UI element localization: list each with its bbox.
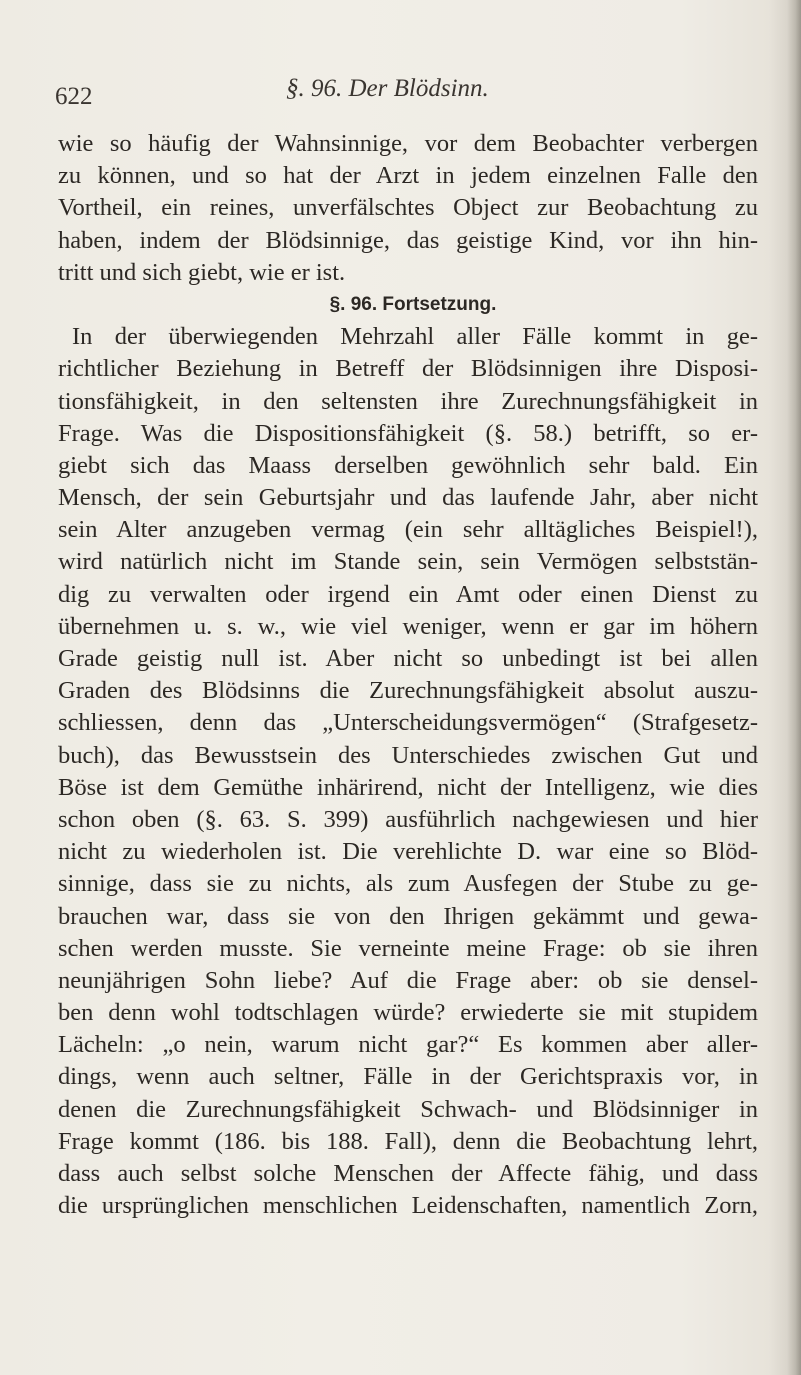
text-line: haben, indem der Blödsinnige, das geistige Kind, vor ihn hin-: [58, 226, 758, 254]
text-line: schon oben (§. 63. S. 399) ausführlich nachgewiesen und hier: [58, 805, 758, 833]
text-line: Grade geistig null ist. Aber nicht so unbedingt ist bei allen: [58, 645, 758, 672]
body-text: [58, 128, 758, 1222]
text-line: wird natürlich nicht im Stande sein, sein Vermögen selbststän-: [58, 548, 758, 576]
text-line: dass auch selbst solche Menschen der Affecte fähig, und dass: [58, 1160, 758, 1187]
text-line: tritt und sich giebt, wie er ist.: [58, 258, 346, 286]
text-line: ben denn wohl todtschlagen würde? erwiederte sie mit stupidem: [58, 999, 758, 1027]
text-line: Frage. Was die Dispositionsfähigkeit (§. 58.) betrifft, so er-: [58, 419, 758, 447]
section-heading: §. 96. Fortsetzung.: [329, 293, 497, 315]
page-number: 622: [55, 83, 93, 110]
text-line: zu können, und so hat der Arzt in jedem einzelnen Falle den: [58, 162, 758, 190]
text-line: sein Alter anzugeben vermag (ein sehr alltägliches Beispiel!),: [58, 516, 758, 544]
text-line: richtlicher Beziehung in Betreff der Blödsinnigen ihre Disposi-: [58, 355, 758, 383]
text-line: schen werden musste. Sie verneinte meine Frage: ob sie ihren: [58, 934, 758, 962]
text-line: dig zu verwalten oder irgend ein Amt oder einen Dienst zu: [58, 580, 758, 608]
text-line: übernehmen u. s. w., wie viel weniger, wenn er gar im höhern: [58, 612, 758, 640]
text-line: sinnige, dass sie zu nichts, als zum Ausfegen der Stube zu ge-: [58, 870, 758, 898]
text-line: buch), das Bewusstsein des Unterschiedes zwischen Gut und: [58, 741, 758, 769]
text-line: Lächeln: „o nein, warum nicht gar?“ Es kommen aber aller-: [58, 1031, 758, 1059]
running-title: §. 96. Der Blödsinn.: [286, 75, 489, 102]
text-line: giebt sich das Maass derselben gewöhnlich sehr bald. Ein: [58, 451, 758, 479]
page-header: [55, 73, 755, 113]
text-line: Böse ist dem Gemüthe inhärirend, nicht der Intelligenz, wie dies: [58, 773, 758, 801]
text-line: In der überwiegenden Mehrzahl aller Fälle kommt in ge-: [72, 323, 758, 351]
text-line: denen die Zurechnungsfähigkeit Schwach- und Blödsinniger in: [58, 1095, 758, 1123]
text-line: Graden des Blödsinns die Zurechnungsfähigkeit absolut auszu-: [58, 677, 758, 705]
text-line: wie so häufig der Wahnsinnige, vor dem Beobachter verbergen: [58, 130, 758, 157]
text-line: Frage kommt (186. bis 188. Fall), denn die Beobachtung lehrt,: [58, 1127, 758, 1155]
page-edge-shadow: [787, 0, 801, 1375]
text-line: die ursprünglichen menschlichen Leidenschaften, namentlich Zorn,: [58, 1192, 758, 1220]
text-line: schliessen, denn das „Unterscheidungsvermögen“ (Strafgesetz-: [58, 709, 758, 737]
text-line: Mensch, der sein Geburtsjahr und das laufende Jahr, aber nicht: [58, 484, 758, 512]
text-line: neunjährigen Sohn liebe? Auf die Frage aber: ob sie densel-: [58, 966, 758, 994]
text-line: Vortheil, ein reines, unverfälschtes Object zur Beobachtung zu: [58, 194, 758, 222]
text-line: brauchen war, dass sie von den Ihrigen gekämmt und gewa-: [58, 902, 758, 930]
text-line: nicht zu wiederholen ist. Die verehlichte D. war eine so Blöd-: [58, 838, 758, 866]
text-line: dings, wenn auch seltner, Fälle in der Gerichtspraxis vor, in: [58, 1063, 758, 1091]
text-line: tionsfähigkeit, in den seltensten ihre Zurechnungsfähigkeit in: [58, 387, 758, 415]
